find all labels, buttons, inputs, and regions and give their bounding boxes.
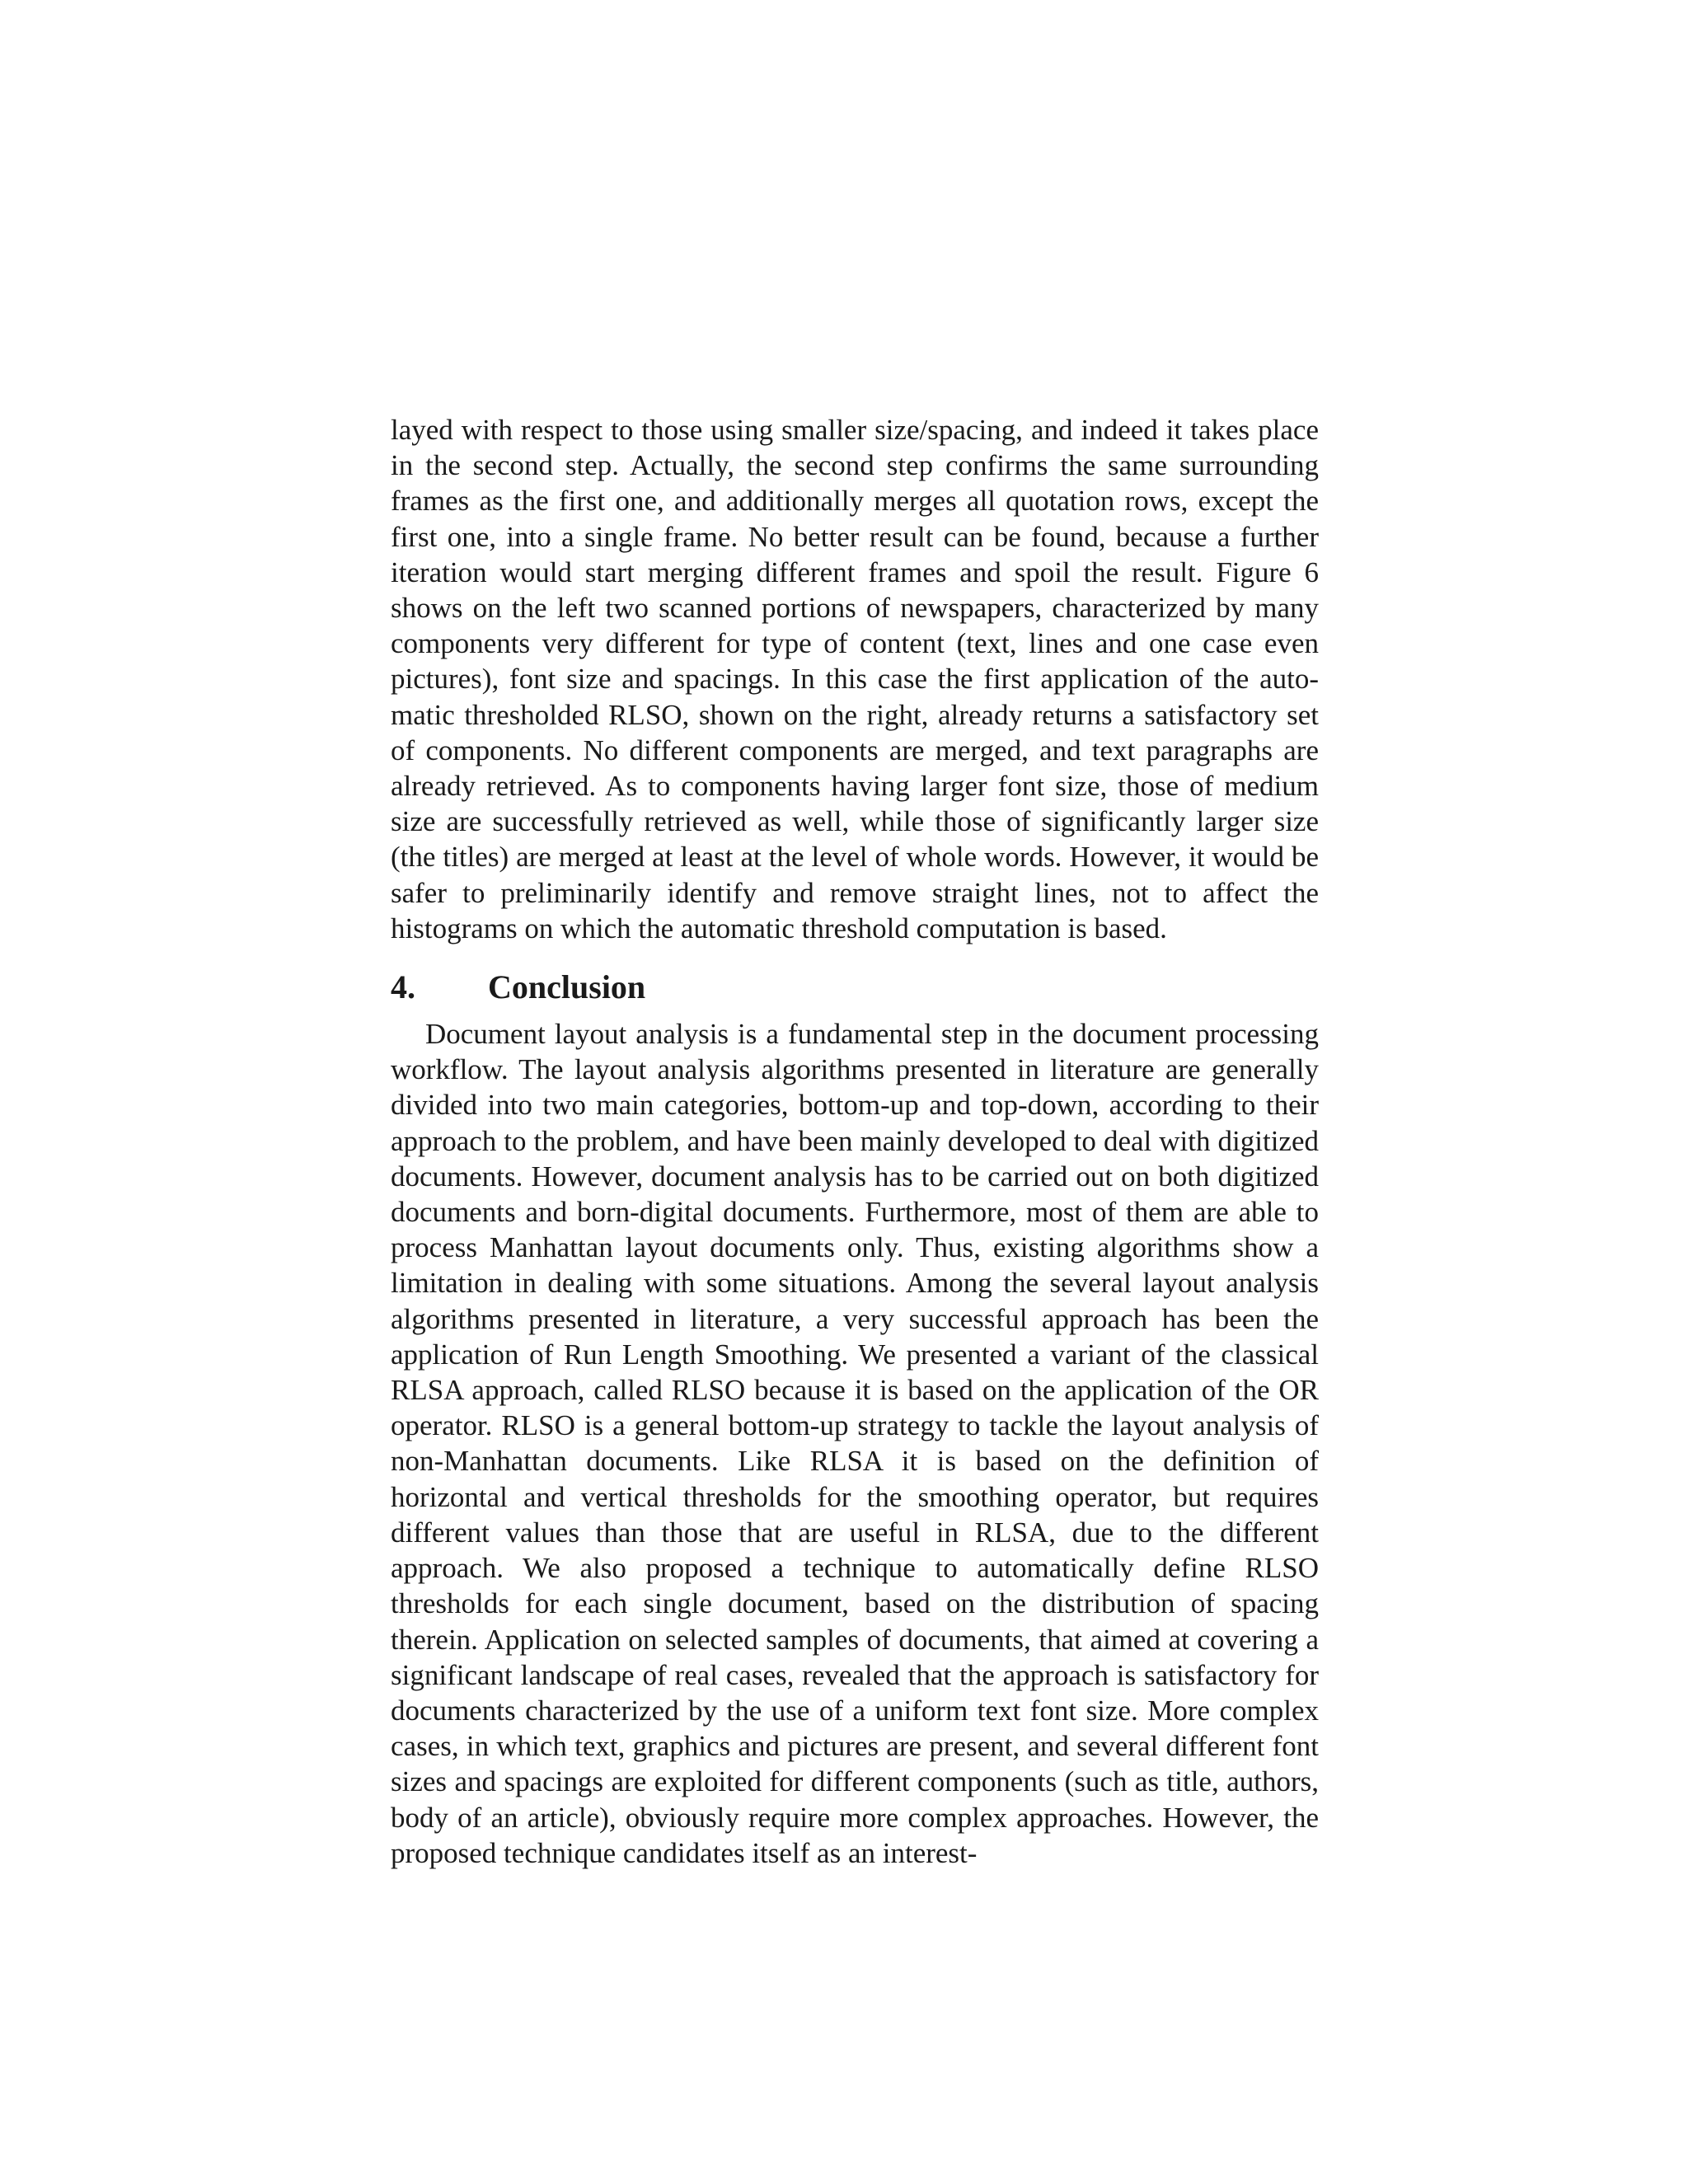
paragraph-results-continuation: layed with respect to those using smaller size/spacing, and indeed it takes place in the second step. Actually, the second step confirms the same surrounding frames as the first one, and additionally merges all quotation rows, except the first one, into a single frame. No better result can be found, because a further iteration would start merging different frames and spoil the result. Figure 6 shows on the left two scanned portions of newspapers, characterized by many components very different for type of content (text, lines and one case even pictures), font size and spacings. In this case the first application of the automatic thresholded RLSO, shown on the right, already returns a satisfactory set of components. No different components are merged, and text paragraphs are already retrieved. As to components having larger font size, those of medium size are successfully retrieved as well, while those of significantly larger size (the titles) are merged at least at the level of whole words. However, it would be safer to preliminarily identify and remove straight lines, not to affect the histograms on which the automatic threshold computation is based.	[391, 414, 1319, 944]
section-number: 4.	[391, 968, 415, 1006]
paragraph-conclusion: Document layout analysis is a fundamental step in the document processing workflow. The layout analysis algorithms presented in literature are generally divided into two main categories, bottom-up and top-down, according to their approach to the problem, and have been mainly developed to deal with digitized documents. However, document analysis has to be carried out on both digitized documents and born-digital documents. Furthermore, most of them are able to process Manhattan layout documents only. Thus, existing algorithms show a limitation in dealing with some situations. Among the several layout analysis algorithms presented in literature, a very successful approach has been the application of Run Length Smoothing. We presented a variant of the classical RLSA approach, called RLSO because it is based on the application of the OR operator. RLSO is a general bottom-up strategy to tackle the layout analysis of non-Manhattan documents. Like RLSA it is based on the definition of horizontal and vertical thresholds for the smoothing operator, but requires different values than those that are useful in RLSA, due to the different approach. We also proposed a technique to automatically define RLSO thresholds for each single document, based on the distribution of spacing therein. Application on selected samples of documents, that aimed at covering a significant landscape of real cases, revealed that the approach is satisfactory for documents characterized by the use of a uniform text font size. More complex cases, in which text, graphics and pictures are present, and several different font sizes and spacings are exploited for different components (such as title, authors, body of an article), obviously require more complex approaches. However, the proposed technique candidates itself as an interest-	[391, 1018, 1319, 1869]
page-body	[391, 412, 1319, 1871]
section-title: Conclusion	[488, 968, 646, 1006]
section-heading-conclusion	[391, 967, 1319, 1008]
